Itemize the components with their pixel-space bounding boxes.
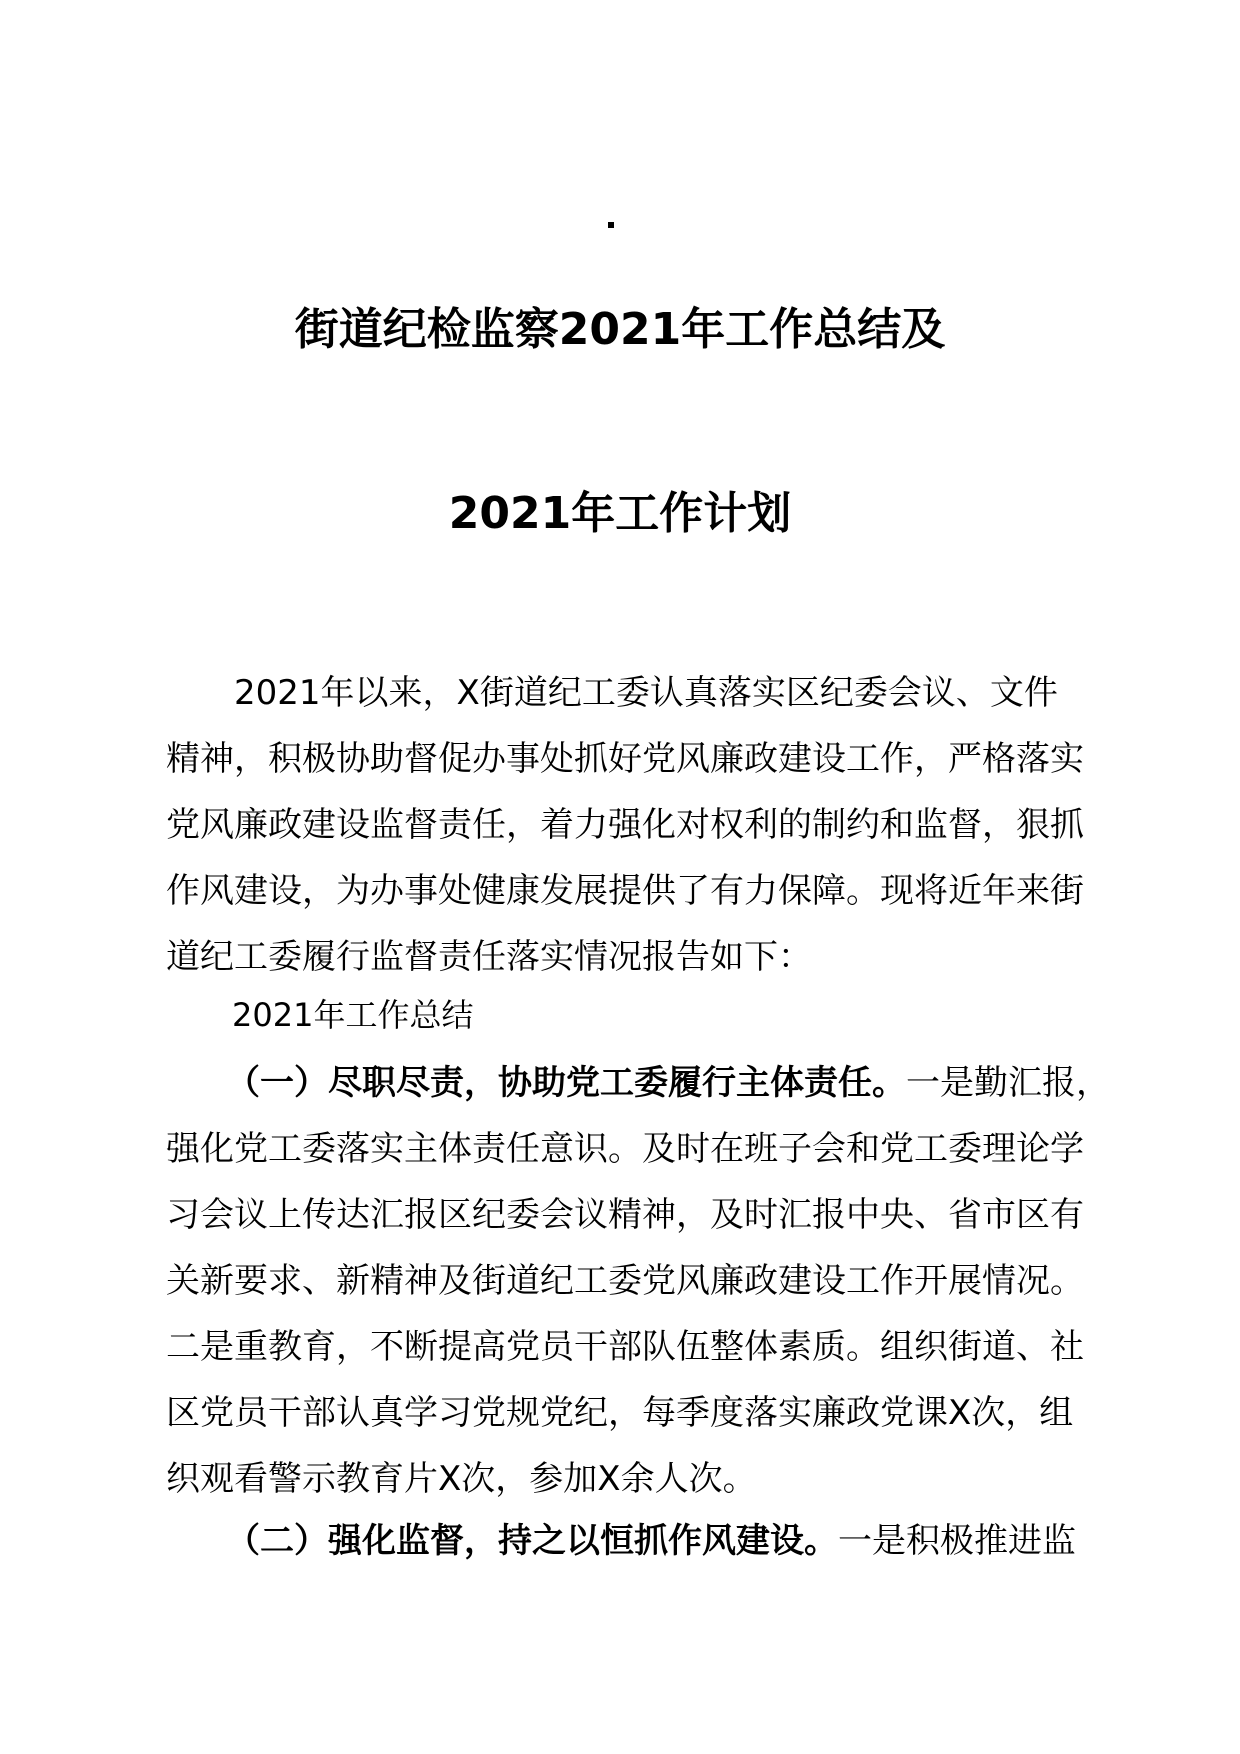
intro-line: 作风建设，为办事处健康发展提供了有力保障。现将近年来街 — [166, 871, 1084, 911]
section-1-first-line — [166, 1050, 1110, 1116]
intro-line: 道纪工委履行监督责任落实情况报告如下： — [166, 937, 812, 977]
section-1-line: 习会议上传达汇报区纪委会议精神，及时汇报中央、省市区有 — [166, 1195, 1084, 1235]
intro-paragraph — [166, 660, 1084, 990]
section-1-line: 强化党工委落实主体责任意识。及时在班子会和党工委理论学 — [166, 1129, 1084, 1169]
section-1-line: 关新要求、新精神及街道纪工委党风廉政建设工作开展情况。 — [166, 1261, 1084, 1301]
document-title-line-2: 2021年工作计划 — [448, 488, 792, 539]
top-dot-mark — [608, 222, 614, 228]
section-1-paragraph — [166, 1050, 1110, 1512]
intro-line: 党风廉政建设监督责任，着力强化对权利的制约和监督，狠抓 — [166, 805, 1084, 845]
section-2-first-line-rest: 一是积极推进监 — [838, 1521, 1076, 1561]
section-1-heading: （一）尽职尽责，协助党工委履行主体责任。 — [226, 1063, 906, 1103]
document-title-line-1: 街道纪检监察2021年工作总结及 — [294, 304, 946, 355]
section-1-line: 区党员干部认真学习党规党纪，每季度落实廉政党课X次，组 — [166, 1393, 1074, 1433]
section-2-heading: （二）强化监督，持之以恒抓作风建设。 — [226, 1521, 838, 1561]
section-1-line: 织观看警示教育片X次，参加X余人次。 — [166, 1459, 757, 1499]
section-1-first-line-rest: 一是勤汇报， — [906, 1063, 1110, 1103]
intro-line: 精神，积极协助督促办事处抓好党风廉政建设工作，严格落实 — [166, 739, 1084, 779]
section-heading: 2021年工作总结 — [232, 996, 474, 1034]
section-2-paragraph — [166, 1508, 1076, 1574]
section-1-line: 二是重教育，不断提高党员干部队伍整体素质。组织街道、社 — [166, 1327, 1084, 1367]
section-2-first-line — [166, 1508, 1076, 1574]
intro-line: 2021年以来，X街道纪工委认真落实区纪委会议、文件 — [234, 673, 1058, 713]
